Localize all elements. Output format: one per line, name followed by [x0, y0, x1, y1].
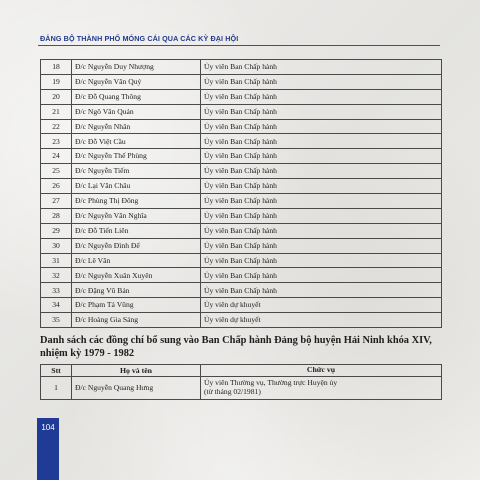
table-row: [41, 377, 442, 400]
row-name: Đ/c Nguyễn Văn Quý: [72, 74, 201, 89]
column-header-name: Họ và tên: [72, 365, 201, 377]
table-row: [41, 74, 442, 89]
table-row: [41, 149, 442, 164]
member-table-body: [41, 60, 442, 328]
row-stt: 27: [41, 194, 72, 209]
row-role: Ủy viên dự khuyết: [201, 298, 442, 313]
column-header-stt: Stt: [41, 365, 72, 377]
row-stt: 32: [41, 268, 72, 283]
row-role: Ủy viên Ban Chấp hành: [201, 119, 442, 134]
column-header-role: Chức vụ: [201, 365, 442, 377]
row-role: Ủy viên Ban Chấp hành: [201, 223, 442, 238]
member-table: [40, 59, 442, 328]
row-name: Đ/c Đỗ Tiến Liên: [72, 223, 201, 238]
row-name: Đ/c Nguyễn Đình Để: [72, 238, 201, 253]
row-role: Ủy viên Ban Chấp hành: [201, 253, 442, 268]
row-name: Đ/c Lại Văn Châu: [72, 179, 201, 194]
table-row: [41, 179, 442, 194]
row-stt: 34: [41, 298, 72, 313]
header-rule: [38, 45, 440, 46]
row-role: Ủy viên Ban Chấp hành: [201, 89, 442, 104]
row-name: Đ/c Ngô Văn Quản: [72, 104, 201, 119]
row-stt: 33: [41, 283, 72, 298]
table-row: [41, 283, 442, 298]
row-name: Đ/c Nguyễn Tiếm: [72, 164, 201, 179]
supplement-table: [40, 364, 442, 400]
row-name: Đ/c Nguyễn Văn Nghĩa: [72, 208, 201, 223]
table-row: [41, 60, 442, 75]
row-stt: 30: [41, 238, 72, 253]
row-role: [201, 377, 442, 400]
row-name: Đ/c Phùng Thị Đông: [72, 194, 201, 209]
row-stt: 35: [41, 313, 72, 328]
row-role: Ủy viên dự khuyết: [201, 313, 442, 328]
row-stt: 28: [41, 208, 72, 223]
row-stt: 20: [41, 89, 72, 104]
row-name: Đ/c Nguyễn Quang Hưng: [72, 377, 201, 400]
table-row: [41, 119, 442, 134]
row-role: Ủy viên Ban Chấp hành: [201, 208, 442, 223]
row-stt: 19: [41, 74, 72, 89]
row-role: Ủy viên Ban Chấp hành: [201, 134, 442, 149]
table-row: [41, 313, 442, 328]
row-stt: 1: [41, 377, 72, 400]
table-row: [41, 223, 442, 238]
row-role: Ủy viên Ban Chấp hành: [201, 268, 442, 283]
table-row: [41, 134, 442, 149]
running-header: ĐẢNG BỘ THÀNH PHỐ MÓNG CÁI QUA CÁC KỲ ĐẠI HỘI: [40, 34, 239, 43]
row-role: Ủy viên Ban Chấp hành: [201, 164, 442, 179]
table-row: [41, 164, 442, 179]
row-name: Đ/c Nguyễn Thế Phùng: [72, 149, 201, 164]
row-role: Ủy viên Ban Chấp hành: [201, 283, 442, 298]
row-stt: 29: [41, 223, 72, 238]
row-stt: 18: [41, 60, 72, 75]
row-role: Ủy viên Ban Chấp hành: [201, 238, 442, 253]
row-stt: 25: [41, 164, 72, 179]
row-name: Đ/c Phạm Tá Vũng: [72, 298, 201, 313]
table-row: [41, 238, 442, 253]
table-row: [41, 208, 442, 223]
row-stt: 23: [41, 134, 72, 149]
role-line: Ủy viên Thường vụ, Thường trực Huyện ủy: [204, 378, 338, 388]
row-name: Đ/c Nguyễn Xuân Xuyên: [72, 268, 201, 283]
row-name: Đ/c Nguyễn Duy Nhượng: [72, 60, 201, 75]
row-role: Ủy viên Ban Chấp hành: [201, 74, 442, 89]
row-role: Ủy viên Ban Chấp hành: [201, 179, 442, 194]
row-name: Đ/c Đặng Vũ Bản: [72, 283, 201, 298]
row-name: Đ/c Nguyễn Nhân: [72, 119, 201, 134]
table-row: [41, 89, 442, 104]
table-row: [41, 268, 442, 283]
row-stt: 31: [41, 253, 72, 268]
table-row: [41, 298, 442, 313]
row-role: Ủy viên Ban Chấp hành: [201, 149, 442, 164]
row-name: Đ/c Đỗ Quang Thông: [72, 89, 201, 104]
row-stt: 26: [41, 179, 72, 194]
row-role: Ủy viên Ban Chấp hành: [201, 194, 442, 209]
row-stt: 21: [41, 104, 72, 119]
table-row: [41, 194, 442, 209]
supplement-header-row: [41, 365, 442, 377]
row-name: Đ/c Đỗ Việt Cầu: [72, 134, 201, 149]
row-role: Ủy viên Ban Chấp hành: [201, 104, 442, 119]
page-number: 104: [37, 418, 59, 480]
row-role: Ủy viên Ban Chấp hành: [201, 60, 442, 75]
row-name: Đ/c Lê Văn: [72, 253, 201, 268]
table-row: [41, 253, 442, 268]
role-line: (từ tháng 02/1981): [204, 387, 261, 396]
row-name: Đ/c Hoàng Gia Sáng: [72, 313, 201, 328]
row-stt: 22: [41, 119, 72, 134]
row-stt: 24: [41, 149, 72, 164]
section-heading: Danh sách các đồng chí bổ sung vào Ban Chấp hành Đảng bộ huyện Hải Ninh khóa XIV, nhiệm kỳ 1979 - 1982: [40, 335, 432, 359]
table-row: [41, 104, 442, 119]
